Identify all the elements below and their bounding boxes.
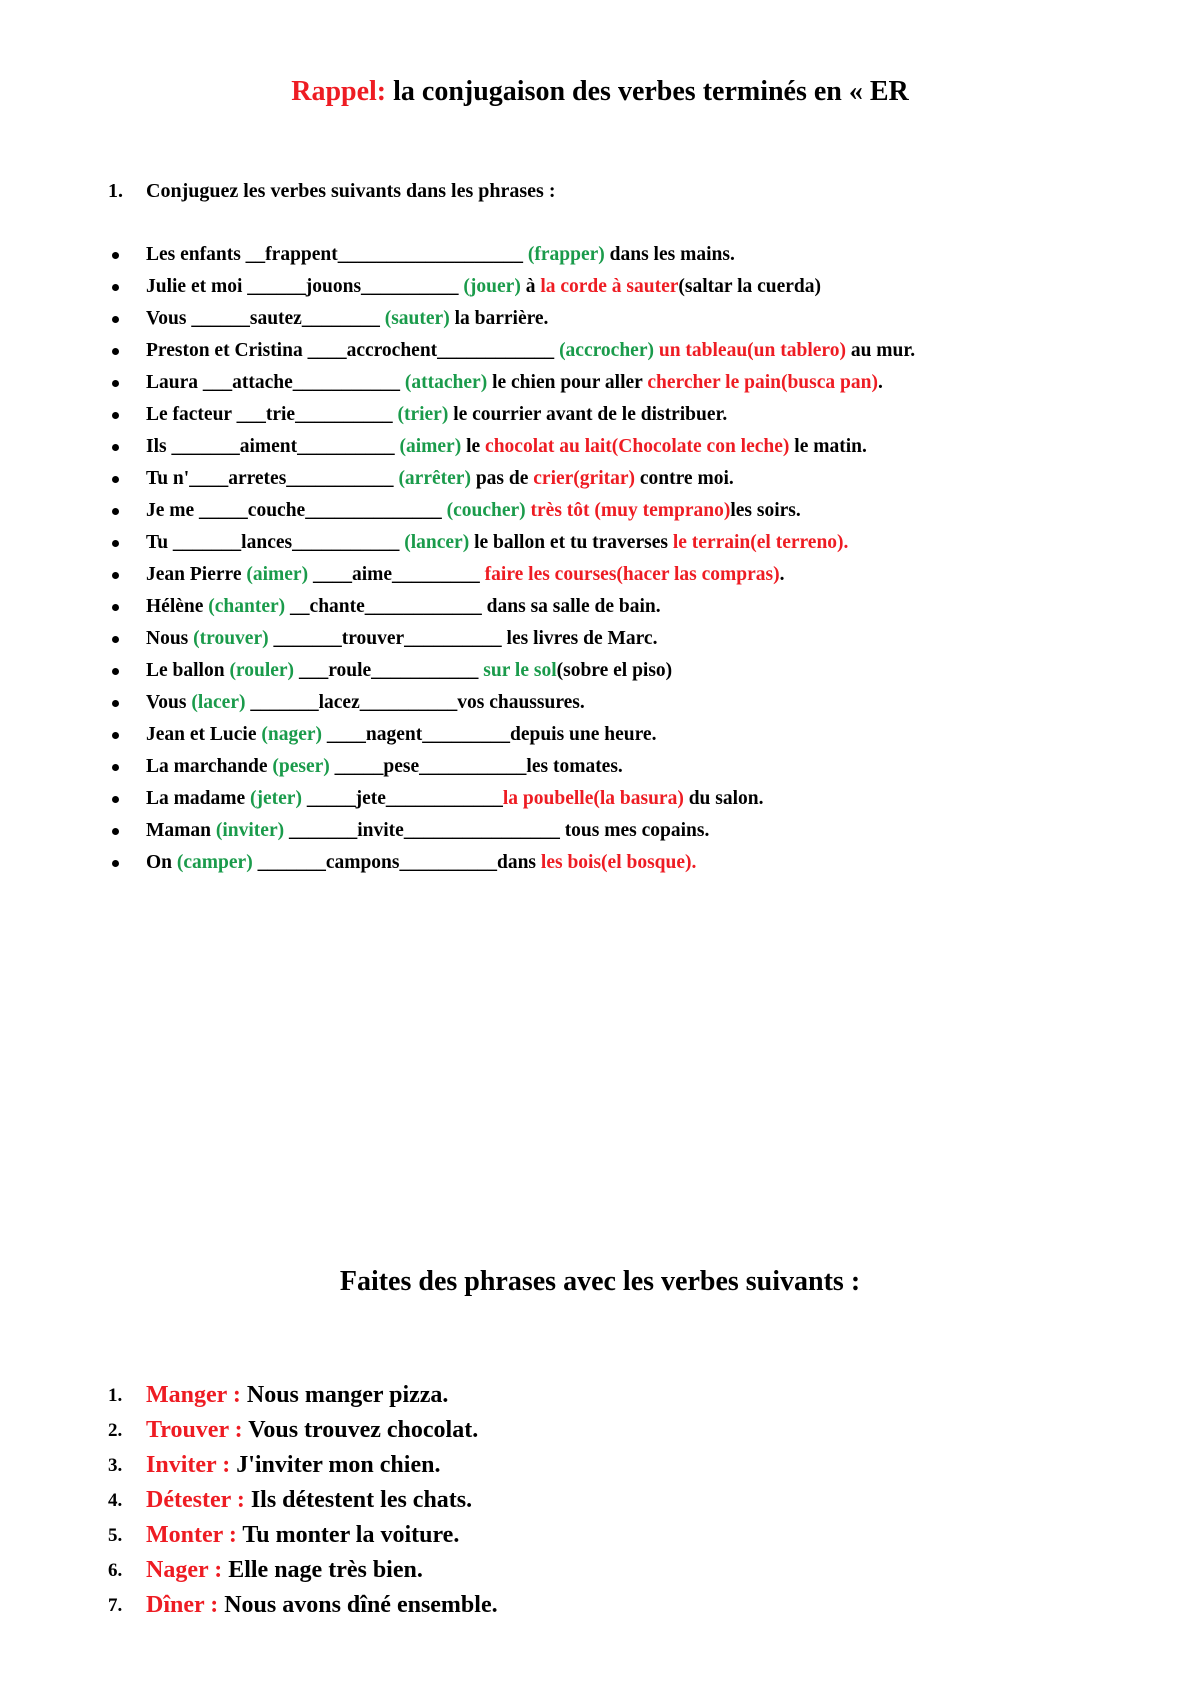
verb-infinitive: (lancer): [404, 532, 470, 553]
sentence-text: La madame: [146, 788, 250, 809]
sentence-text: Ils détestent les chats.: [244, 1487, 473, 1513]
sentence-text: Tu n'____arretes___________: [146, 468, 399, 489]
sentence-text: Julie et moi ______jouons__________: [146, 276, 464, 297]
list-item: [0, 335, 1200, 367]
list-item: [0, 495, 1200, 527]
list-item: [0, 1378, 1200, 1413]
sentence-text: Je me _____couche______________: [146, 500, 447, 521]
sentence-text: (saltar la cuerda): [678, 276, 822, 297]
sentence-text: contre moi.: [635, 468, 734, 489]
sentence-text: Le ballon: [146, 660, 230, 681]
verb-infinitive: (peser): [272, 756, 330, 777]
verb-label: Inviter :: [146, 1452, 231, 1478]
highlighted-phrase: un tableau(un tablero): [658, 340, 846, 361]
item-number: 7.: [108, 1595, 123, 1616]
list-item: [0, 751, 1200, 783]
sentence-text: _____jete____________: [301, 788, 503, 809]
highlighted-phrase: chercher le pain(busca pan): [647, 372, 878, 393]
sentence-text: ___roule___________: [294, 660, 484, 681]
conjugation-list: [0, 239, 1200, 879]
sentence-text: __chante____________ dans sa salle de bain.: [285, 596, 661, 617]
list-item: [0, 847, 1200, 879]
verb-infinitive: (trouver): [193, 628, 269, 649]
sentence-text: La marchande: [146, 756, 273, 777]
list-item: [0, 783, 1200, 815]
sentence-text: Vous: [146, 692, 192, 713]
sentence-text: le courrier avant de le distribuer.: [448, 404, 728, 425]
verb-infinitive: (jeter): [250, 788, 302, 809]
title-rest: la conjugaison des verbes terminés en « ER: [386, 76, 909, 107]
highlighted-phrase: faire les courses(hacer las compras): [484, 564, 780, 585]
sentence-text: Laura ___attache___________: [146, 372, 405, 393]
verb-infinitive: (rouler): [229, 660, 295, 681]
verb-label: Manger :: [146, 1382, 241, 1408]
title-lead: Rappel:: [291, 76, 387, 107]
list-item: [0, 655, 1200, 687]
item-number: 4.: [108, 1490, 123, 1511]
list-item: [0, 815, 1200, 847]
list-item: [0, 1588, 1200, 1623]
section-heading: Faites des phrases avec les verbes suivants :: [339, 1266, 861, 1297]
sentence-text: Preston et Cristina ____accrochent____________: [146, 340, 560, 361]
list-item: [0, 303, 1200, 335]
list-item: [0, 271, 1200, 303]
item-number: 5.: [108, 1525, 123, 1546]
sentence-text: On: [146, 852, 177, 873]
sentence-text: au mur.: [845, 340, 916, 361]
verb-infinitive: (arrêter): [398, 468, 471, 489]
verb-infinitive: (sauter): [384, 308, 450, 329]
sentence-text: _______trouver__________ les livres de Marc.: [268, 628, 658, 649]
list-item: [0, 1518, 1200, 1553]
list-item: [0, 559, 1200, 591]
sentence-text: les soirs.: [730, 500, 801, 521]
instruction-text: Conjuguez les verbes suivants dans les phrases :: [146, 180, 556, 202]
sentence-list: [0, 1378, 1200, 1623]
sentence-text: à: [520, 276, 541, 297]
highlighted-phrase: les bois(el bosque).: [540, 852, 697, 873]
sentence-text: du salon.: [683, 788, 764, 809]
list-item: [0, 239, 1200, 271]
sentence-text: Ils _______aiment__________: [146, 436, 400, 457]
page-title: [0, 72, 1200, 112]
sentence-text: .: [779, 564, 785, 585]
sentence-text: Le facteur ___trie__________: [146, 404, 398, 425]
sentence-text: (sobre el piso): [556, 660, 673, 681]
highlighted-phrase: chocolat au lait(Chocolate con leche): [485, 436, 790, 457]
highlighted-phrase: le terrain(el terreno).: [672, 532, 849, 553]
verb-infinitive: (attacher): [404, 372, 488, 393]
verb-infinitive: (frapper): [527, 244, 605, 265]
verb-infinitive: (camper): [176, 852, 253, 873]
sentence-text: pas de: [470, 468, 534, 489]
highlighted-phrase: crier(gritar): [533, 468, 636, 489]
item-number: 2.: [108, 1420, 123, 1441]
verb-label: Nager :: [146, 1557, 223, 1583]
sentence-text: Jean et Lucie: [146, 724, 262, 745]
list-item: [0, 1553, 1200, 1588]
highlighted-phrase: la poubelle(la basura): [502, 788, 684, 809]
verb-infinitive: (trier): [397, 404, 449, 425]
verb-label: Trouver :: [146, 1417, 243, 1443]
highlighted-phrase: la corde à sauter: [540, 276, 679, 297]
sentence-text: le chien pour aller: [487, 372, 648, 393]
sentence-text: J'inviter mon chien.: [230, 1452, 441, 1478]
sentence-text: ____aime_________: [308, 564, 485, 585]
sentence-text: Vous trouvez chocolat.: [242, 1417, 479, 1443]
list-item: [0, 399, 1200, 431]
sentence-text: Les enfants __frappent___________________: [146, 244, 528, 265]
sentence-text: Nous: [146, 628, 194, 649]
sentence-text: _______lacez__________vos chaussures.: [245, 692, 585, 713]
verb-infinitive: (aimer): [246, 564, 309, 585]
list-item: [0, 527, 1200, 559]
sentence-text: le matin.: [789, 436, 867, 457]
sentence-text: Maman: [146, 820, 216, 841]
list-item: [0, 687, 1200, 719]
item-number: 3.: [108, 1455, 123, 1476]
verb-infinitive: (aimer): [399, 436, 462, 457]
sentence-text: Nous manger pizza.: [240, 1382, 449, 1408]
list-item: [0, 623, 1200, 655]
list-item: [0, 1483, 1200, 1518]
verb-label: Détester :: [146, 1487, 245, 1513]
verb-infinitive: sur le sol: [483, 660, 557, 681]
sentence-text: Tu monter la voiture.: [236, 1522, 460, 1548]
sentence-text: Hélène: [146, 596, 209, 617]
exercise-number: 1.: [108, 180, 123, 202]
verb-infinitive: (lacer): [191, 692, 246, 713]
sentence-text: Jean Pierre: [146, 564, 247, 585]
exercise-instruction: [108, 176, 555, 206]
highlighted-phrase: très tôt (muy temprano): [530, 500, 731, 521]
verb-infinitive: (chanter): [208, 596, 286, 617]
sentence-text: .: [877, 372, 883, 393]
item-number: 1.: [108, 1385, 123, 1406]
sentence-text: le: [461, 436, 486, 457]
sentence-text: ____nagent_________depuis une heure.: [322, 724, 657, 745]
sentence-text: dans les mains.: [604, 244, 735, 265]
sentence-text: Vous ______sautez________: [146, 308, 385, 329]
list-item: [0, 1413, 1200, 1448]
sentence-text: la barrière.: [449, 308, 549, 329]
list-item: [0, 591, 1200, 623]
verb-infinitive: (jouer): [463, 276, 521, 297]
list-item: [0, 431, 1200, 463]
list-item: [0, 367, 1200, 399]
verb-label: Dîner :: [146, 1592, 219, 1618]
verb-infinitive: (coucher): [446, 500, 526, 521]
verb-infinitive: (nager): [261, 724, 323, 745]
item-number: 6.: [108, 1560, 123, 1581]
sentence-text: _____pese___________les tomates.: [329, 756, 623, 777]
verb-infinitive: (accrocher): [559, 340, 654, 361]
list-item: [0, 463, 1200, 495]
list-item: [0, 719, 1200, 751]
sentence-text: Tu _______lances___________: [146, 532, 405, 553]
sentence-text: le ballon et tu traverses: [469, 532, 673, 553]
sentence-text: Nous avons dîné ensemble.: [218, 1592, 498, 1618]
verb-infinitive: (inviter): [215, 820, 285, 841]
sentence-text: Elle nage très bien.: [222, 1557, 423, 1583]
sentence-text: _______campons__________dans: [252, 852, 541, 873]
list-item: [0, 1448, 1200, 1483]
verb-label: Monter :: [146, 1522, 237, 1548]
sentence-text: _______invite________________ tous mes copains.: [284, 820, 710, 841]
